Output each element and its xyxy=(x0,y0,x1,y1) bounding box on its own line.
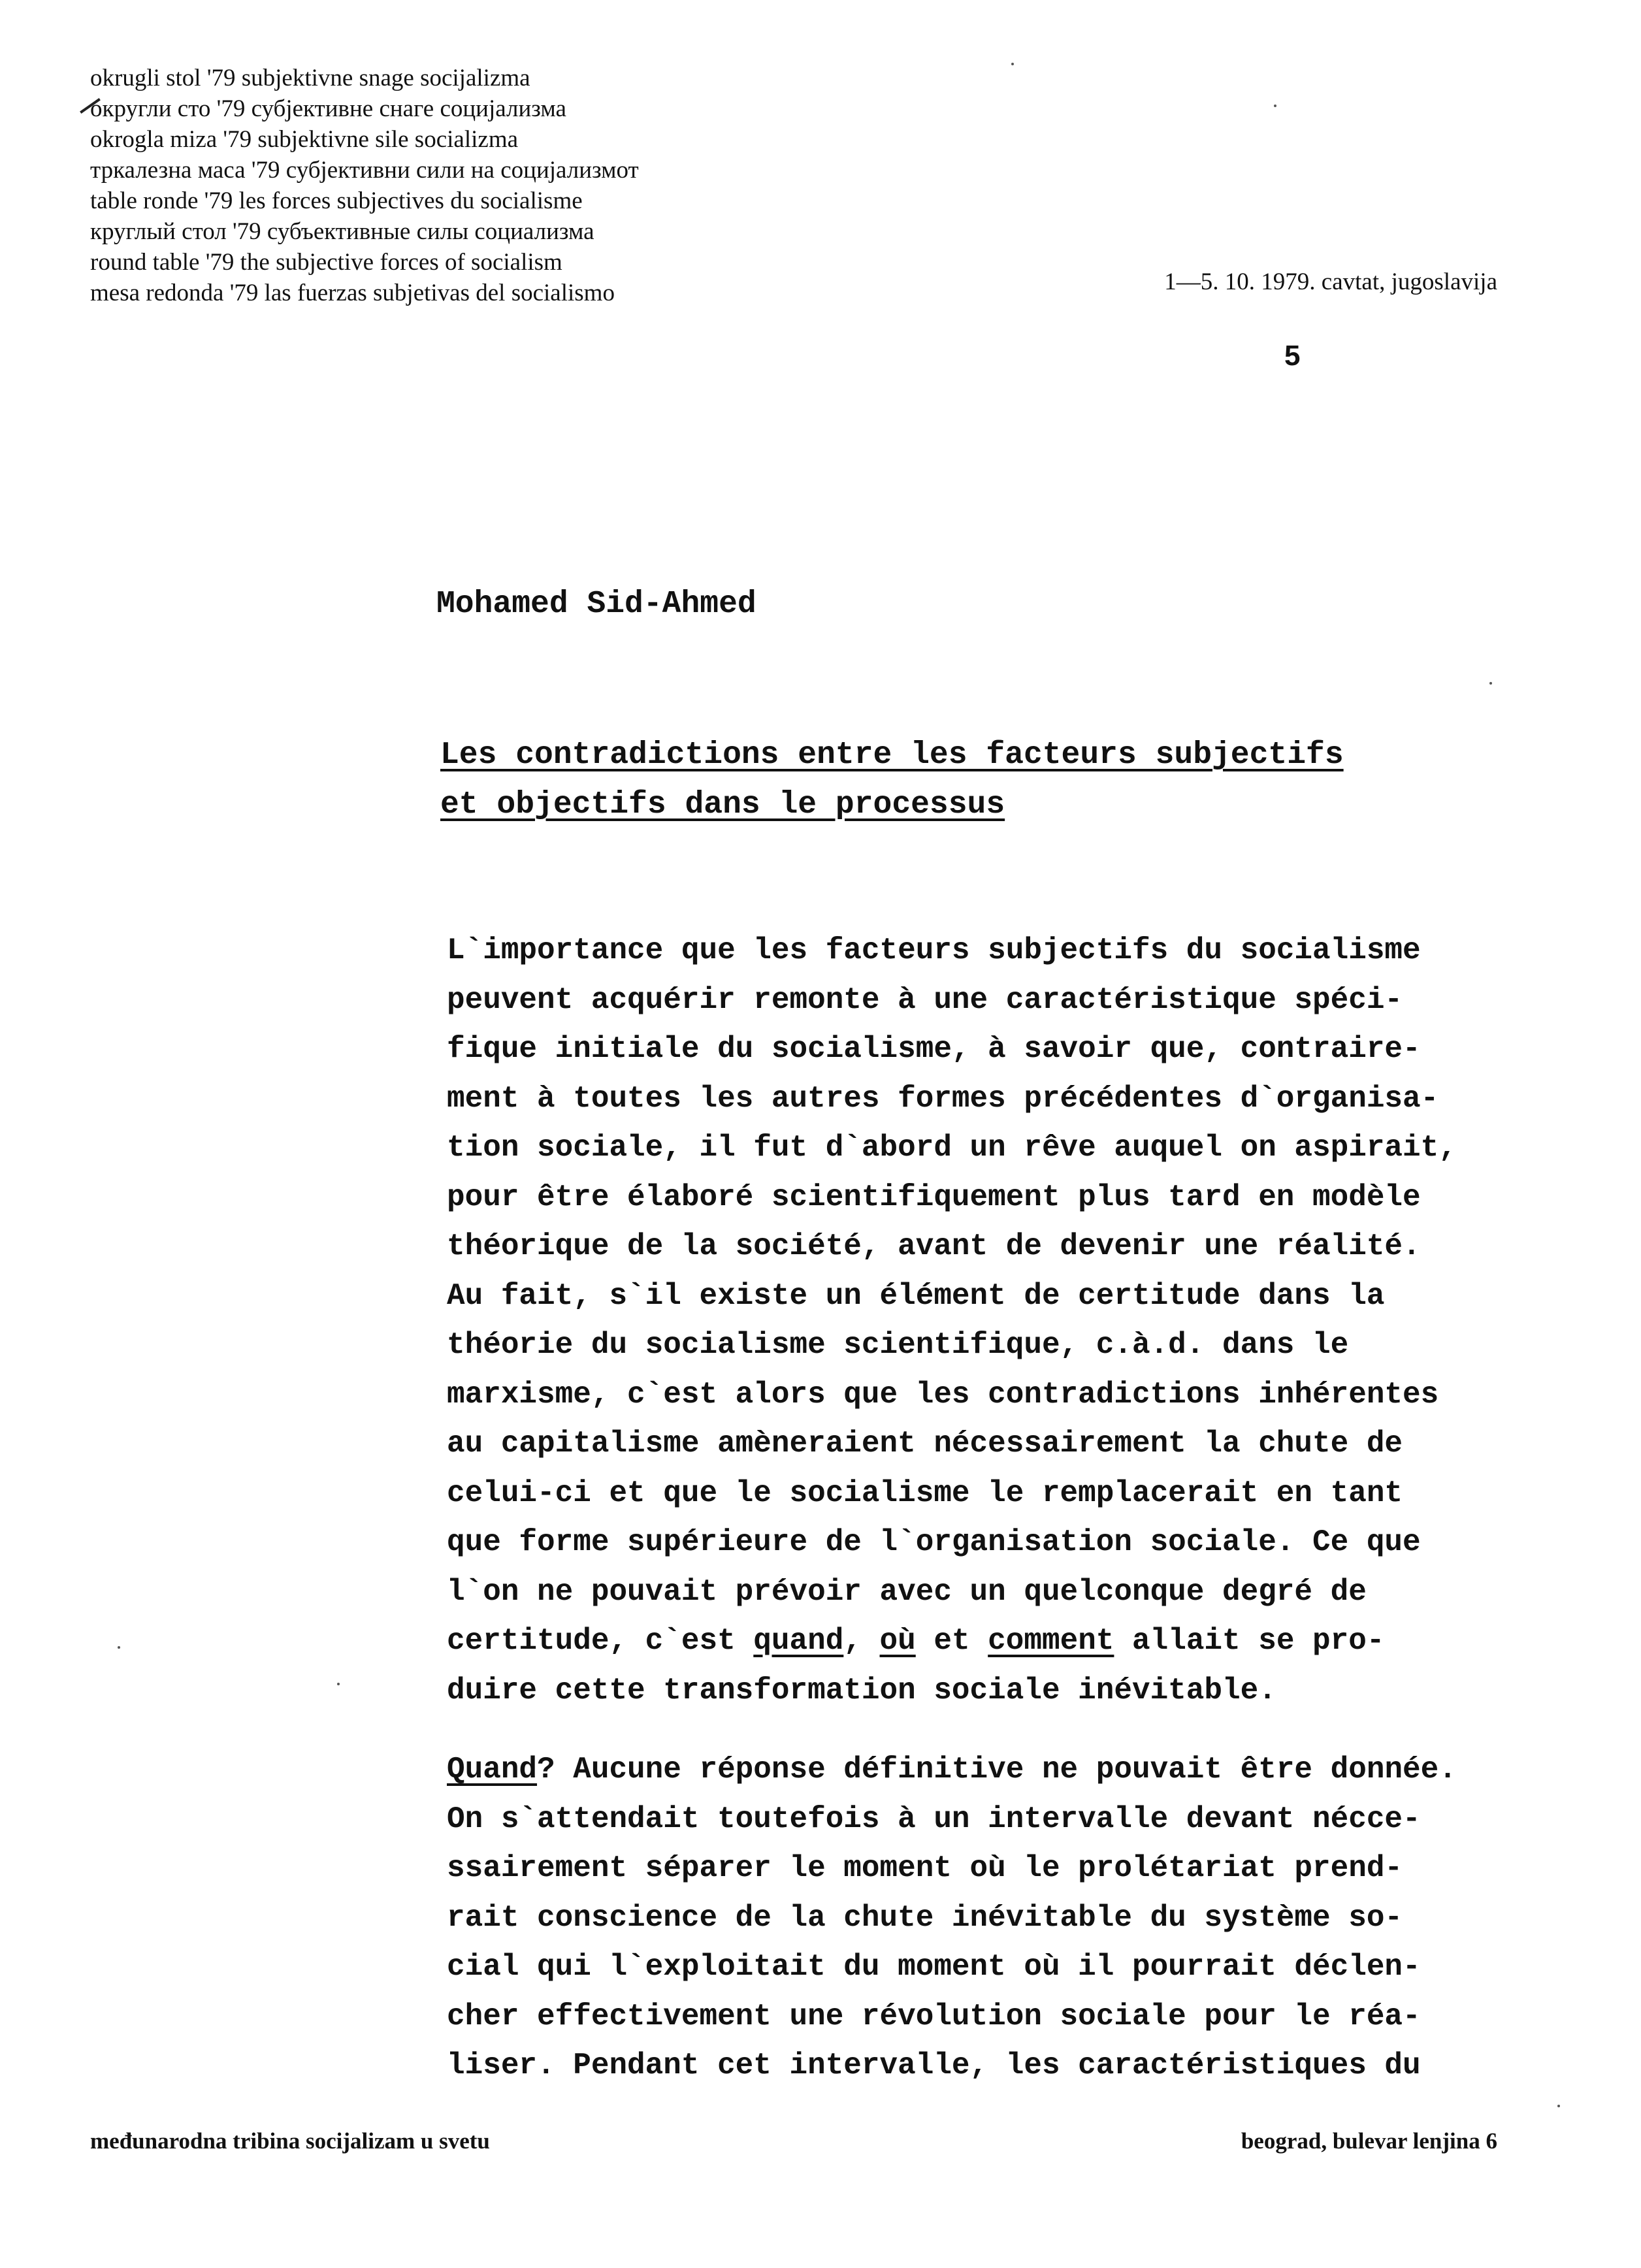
text-line: pour être élaboré scientifiquement plus tard en modèle xyxy=(447,1180,1421,1214)
text-fragment: , xyxy=(843,1624,880,1658)
header-line: okrugli stol '79 subjektivne snage socijalizma xyxy=(90,65,530,91)
underlined-word-quand: quand xyxy=(753,1624,844,1658)
text-line: duire cette transformation sociale inévitable. xyxy=(447,1673,1276,1708)
header-line: круглый стол '79 субъективные силы социализма xyxy=(90,218,594,245)
title-line: Les contradictions entre les facteurs subjectifs xyxy=(440,737,1344,773)
date-place: 1—5. 10. 1979. cavtat, jugoslavija xyxy=(1164,268,1497,295)
text-line: l`on ne pouvait prévoir avec un quelconque degré de xyxy=(447,1574,1367,1609)
underlined-word-quand: Quand xyxy=(447,1753,538,1787)
paragraph-1 xyxy=(447,926,1457,1715)
text-line: liser. Pendant cet intervalle, les caractéristiques du xyxy=(447,2049,1421,2082)
scan-speck xyxy=(118,1646,120,1649)
text-line: rait conscience de la chute inévitable du système so- xyxy=(447,1900,1403,1935)
text-line: au capitalisme amèneraient nécessairement la chute de xyxy=(447,1427,1403,1461)
text-line: ment à toutes les autres formes précédentes d`organisa- xyxy=(447,1081,1439,1116)
footer-address: beograd, bulevar lenjina 6 xyxy=(1241,2128,1497,2154)
page-number: 5 xyxy=(1284,340,1301,372)
footer-organization: međunarodna tribina socijalizam u svetu xyxy=(90,2128,490,2154)
text-fragment: et xyxy=(915,1624,988,1658)
text-line: ssairement séparer le moment où le prolétariat prend- xyxy=(447,1851,1403,1885)
text-line: cial qui l`exploitait du moment où il pourrait déclen- xyxy=(447,1950,1421,1984)
text-line: cher effectivement une révolution sociale pour le réa- xyxy=(447,1999,1421,2033)
scan-speck xyxy=(1489,682,1492,685)
text-line: théorie du socialisme scientifique, c.à.d. dans le xyxy=(447,1328,1349,1362)
text-line: L`importance que les facteurs subjectifs du socialisme xyxy=(447,933,1421,967)
title-line: et objectifs dans le processus xyxy=(440,787,1005,822)
text-line: fique initiale du socialisme, à savoir que, contraire- xyxy=(447,1032,1421,1066)
text-fragment: certitude, c`est xyxy=(447,1624,754,1658)
header-line: table ronde '79 les forces subjectives du socialisme xyxy=(90,187,583,214)
text-line: tion sociale, il fut d`abord un rêve auquel on aspirait, xyxy=(447,1131,1457,1165)
text-fragment: ? Aucune réponse définitive ne pouvait être donnée. xyxy=(537,1753,1457,1787)
text-line: Au fait, s`il existe un élément de certitude dans la xyxy=(447,1278,1385,1313)
text-line: celui-ci et que le socialisme le remplacerait en tant xyxy=(447,1476,1403,1510)
scan-speck xyxy=(1274,105,1276,107)
text-line: peuvent acquérir remonte à une caractéristique spéci- xyxy=(447,982,1403,1017)
paragraph-2 xyxy=(447,1745,1457,2091)
author-name: Mohamed Sid-Ahmed xyxy=(436,587,756,622)
scan-speck xyxy=(337,1683,340,1685)
underlined-word-ou: où xyxy=(879,1624,916,1658)
header-line: округли сто '79 субјективне снаге социјализма xyxy=(90,95,566,122)
conference-header xyxy=(90,63,639,308)
text-line-emphasis xyxy=(447,1745,1457,1795)
text-line-emphasis xyxy=(447,1617,1457,1666)
text-line: On s`attendait toutefois à un intervalle devant nécce- xyxy=(447,1802,1421,1836)
text-line: que forme supérieure de l`organisation sociale. Ce que xyxy=(447,1525,1421,1559)
header-line: mesa redonda '79 las fuerzas subjetivas del socialismo xyxy=(90,280,615,306)
underlined-word-comment: comment xyxy=(988,1624,1114,1658)
scan-speck xyxy=(1557,2105,1560,2107)
text-fragment: allait se pro- xyxy=(1114,1624,1385,1658)
paper-title xyxy=(440,730,1344,830)
header-line: тркалезна маса '79 субјективни сили на социјализмот xyxy=(90,157,639,184)
text-line: théorique de la société, avant de devenir une réalité. xyxy=(447,1229,1421,1263)
header-line: okrogla miza '79 subjektivne sile socializma xyxy=(90,126,519,153)
text-line: marxisme, c`est alors que les contradictions inhérentes xyxy=(447,1377,1439,1412)
header-line: round table '79 the subjective forces of socialism xyxy=(90,249,562,276)
scan-speck xyxy=(1011,63,1014,65)
